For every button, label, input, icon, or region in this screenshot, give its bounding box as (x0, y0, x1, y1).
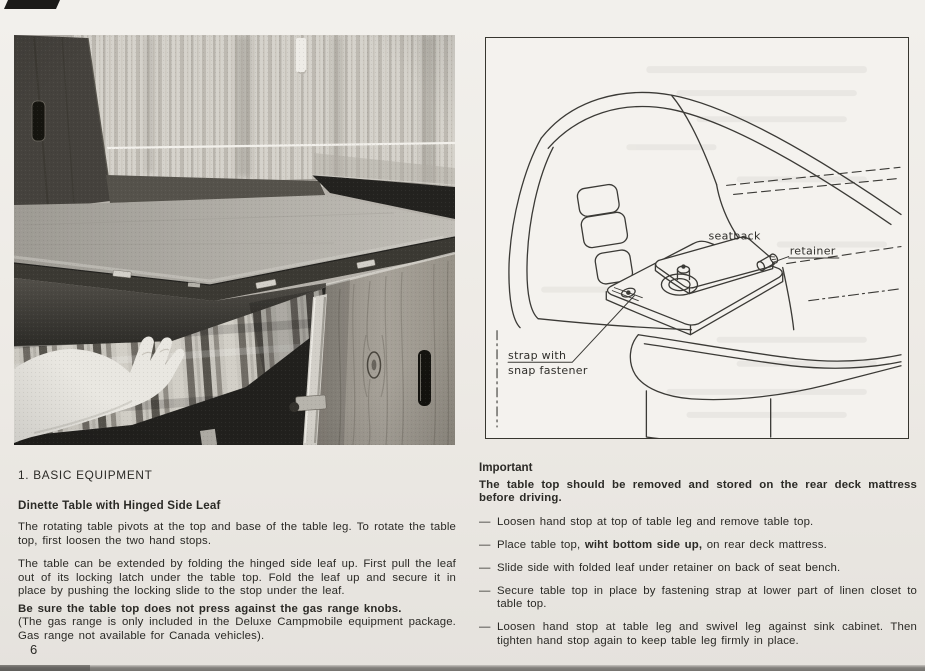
photo-vignette (14, 35, 455, 445)
paragraph: The table can be extended by folding the hinged side leaf up. First pull the leaf out of its locking latch under the table top. Fold the leaf up and secure it in place by pushing the locking slide to the stop under the leaf. (18, 558, 456, 597)
item-dash: — (479, 584, 491, 597)
label-strap-line2: snap fastener (508, 363, 588, 377)
subheading: Dinette Table with Hinged Side Leaf (18, 498, 221, 512)
list-item-text: Secure table top in place by fastening strap at lower part of linen closet to table top. (497, 584, 917, 610)
list-item (479, 516, 917, 530)
list-item (479, 539, 917, 553)
section-heading: 1. BASIC EQUIPMENT (18, 468, 153, 482)
pillar-vents (576, 183, 633, 285)
label-seatback: seatback (708, 229, 761, 243)
item-dash: — (479, 538, 491, 551)
list-item (479, 585, 917, 612)
item-dash: — (479, 621, 491, 633)
scan-artifact-corner (4, 0, 60, 9)
important-heading: Important (479, 461, 533, 474)
label-strap-line1: strap with (508, 348, 567, 362)
list-item-text: Loosen hand stop at table leg and swivel leg against sink cabinet. Then tighten hand stop again to keep table leg firmly in place. (497, 621, 917, 647)
list-item (479, 562, 917, 576)
item-dash: — (479, 515, 491, 528)
page-number: 6 (30, 642, 38, 657)
page-bottom-edge-shadow (0, 665, 925, 671)
table-storage-diagram (485, 37, 909, 439)
list-item (479, 621, 917, 648)
right-text-column (479, 461, 917, 658)
lead-paragraph: The table top should be removed and stored on the rear deck mattress before driving. (479, 478, 917, 504)
label-retainer: retainer (789, 244, 836, 258)
item-dash: — (479, 561, 491, 574)
warning-line: Be sure the table top does not press against the gas range knobs. (18, 602, 402, 615)
note-line: (The gas range is only included in the Deluxe Campmobile equipment package. Gas range not available for Canada vehicles). (18, 616, 456, 642)
paragraph: The rotating table pivots at the top and base of the table leg. To rotate the table top, first loosen the two hand stops. (18, 521, 456, 547)
dinette-table-photo (14, 35, 455, 445)
list-item-text: Loosen hand stop at top of table leg and remove table top. (497, 515, 814, 528)
storage-diagram-art (486, 38, 908, 438)
left-text-column (18, 469, 456, 643)
dinette-photo-art (14, 35, 455, 445)
list-item-text: Place table top, wiht bottom side up, on rear deck mattress. (497, 538, 827, 551)
list-item-text: Slide side with folded leaf under retainer on back of seat bench. (497, 561, 841, 574)
